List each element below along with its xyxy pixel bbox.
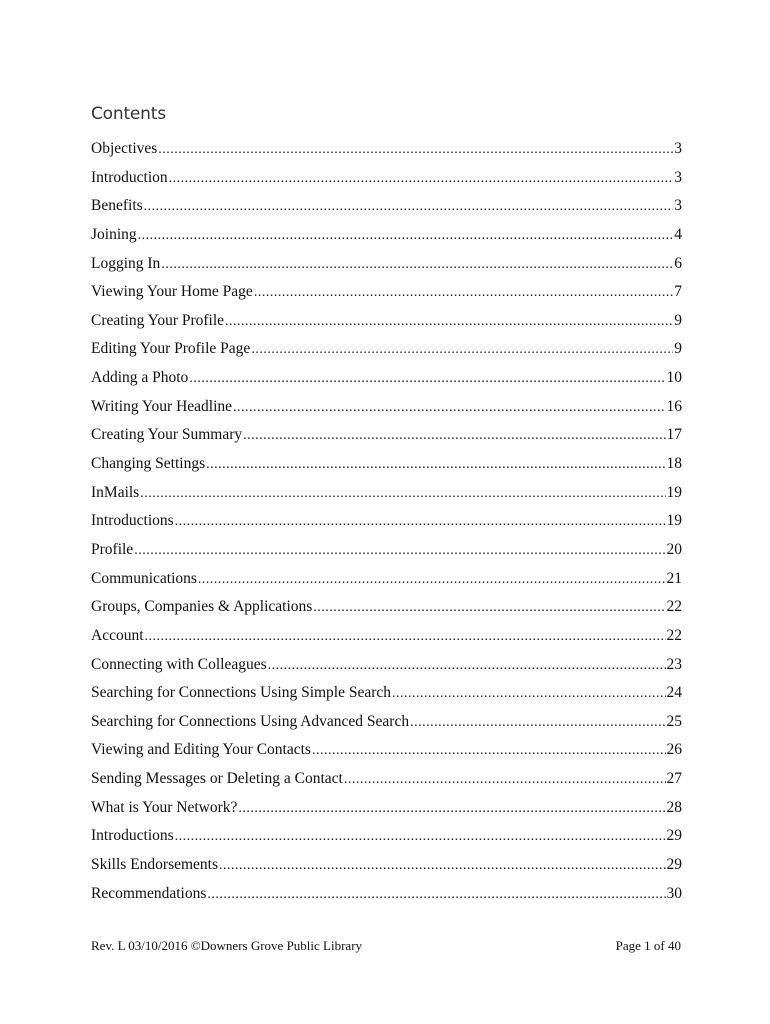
toc-entry	[91, 769, 682, 798]
table-of-contents	[91, 139, 682, 912]
toc-entry	[91, 225, 682, 254]
toc-entry-title: Adding a Photo	[91, 369, 189, 387]
toc-entry-title: Creating Your Summary	[91, 426, 243, 444]
toc-entry-page-number: 9	[674, 311, 682, 329]
toc-entry	[91, 483, 682, 512]
toc-entry-title: Logging In	[91, 254, 161, 272]
toc-dot-leader	[169, 169, 674, 189]
toc-entry-page-number: 4	[674, 225, 682, 243]
toc-entry-page-number: 17	[666, 426, 682, 444]
toc-entry-page-number: 22	[666, 598, 682, 616]
toc-dot-leader	[344, 770, 666, 790]
toc-dot-leader	[225, 312, 673, 332]
toc-entry	[91, 454, 682, 483]
toc-entry-title: Skills Endorsements	[91, 856, 219, 874]
toc-dot-leader	[175, 512, 666, 532]
toc-dot-leader	[198, 570, 666, 590]
toc-entry	[91, 798, 682, 827]
toc-entry	[91, 139, 682, 168]
toc-entry-title: Searching for Connections Using Advanced Search	[91, 712, 410, 730]
footer-revision-text: Rev. L 03/10/2016 ©Downers Grove Public Library	[91, 938, 363, 953]
toc-dot-leader	[312, 741, 666, 761]
toc-entry-page-number: 3	[674, 168, 682, 186]
toc-entry	[91, 368, 682, 397]
toc-entry-title: Joining	[91, 225, 137, 243]
toc-entry-page-number: 3	[674, 140, 682, 157]
toc-entry-title: Introductions	[91, 827, 174, 845]
toc-entry-title: Searching for Connections Using Simple Search	[91, 684, 392, 702]
toc-entry-page-number: 29	[666, 856, 682, 874]
toc-dot-leader	[243, 426, 665, 446]
toc-entry-page-number: 3	[674, 197, 682, 215]
toc-entry-page-number: 29	[666, 827, 682, 845]
toc-dot-leader	[254, 283, 673, 303]
toc-dot-leader	[161, 255, 673, 275]
footer-page-number: Page 1 of 40	[615, 938, 681, 953]
toc-entry-page-number: 22	[666, 626, 682, 644]
toc-entry-page-number: 16	[666, 397, 682, 415]
toc-dot-leader	[238, 799, 665, 819]
toc-entry	[91, 626, 682, 655]
toc-entry	[91, 425, 682, 454]
toc-entry	[91, 655, 682, 684]
toc-entry-page-number: 25	[666, 712, 682, 730]
toc-dot-leader	[251, 340, 673, 360]
toc-entry-page-number: 23	[666, 655, 682, 673]
toc-dot-leader	[392, 684, 665, 704]
toc-entry-title: Recommendations	[91, 884, 207, 902]
toc-entry-title: Writing Your Headline	[91, 397, 233, 415]
toc-entry-title: Groups, Companies & Applications	[91, 598, 313, 616]
toc-entry	[91, 683, 682, 712]
toc-entry	[91, 282, 682, 311]
toc-entry-page-number: 21	[666, 569, 682, 587]
toc-entry	[91, 712, 682, 741]
toc-dot-leader	[140, 484, 665, 504]
toc-entry-title: Changing Settings	[91, 455, 206, 473]
toc-dot-leader	[158, 140, 673, 160]
toc-entry-page-number: 20	[666, 540, 682, 558]
toc-entry-page-number: 24	[666, 684, 682, 702]
toc-entry-title: Creating Your Profile	[91, 311, 225, 329]
toc-entry-page-number: 27	[666, 770, 682, 788]
toc-entry-title: Benefits	[91, 197, 143, 215]
toc-entry-title: Viewing Your Home Page	[91, 283, 253, 301]
toc-entry-page-number: 26	[666, 741, 682, 759]
toc-entry-page-number: 6	[674, 254, 682, 272]
toc-dot-leader	[313, 598, 665, 618]
toc-dot-leader	[175, 827, 666, 847]
toc-dot-leader	[268, 656, 666, 676]
toc-entry	[91, 597, 682, 626]
toc-dot-leader	[219, 856, 665, 876]
toc-dot-leader	[189, 369, 665, 389]
toc-entry	[91, 196, 682, 225]
toc-entry-title: What is Your Network?	[91, 798, 238, 816]
toc-entry	[91, 826, 682, 855]
toc-entry-title: Sending Messages or Deleting a Contact	[91, 770, 343, 788]
toc-entry	[91, 511, 682, 540]
toc-entry-title: Profile	[91, 540, 134, 558]
toc-entry-page-number: 19	[666, 483, 682, 501]
toc-entry-title: Communications	[91, 569, 197, 587]
toc-entry-title: InMails	[91, 483, 140, 501]
toc-entry-title: Account	[91, 626, 144, 644]
toc-entry-title: Introduction	[91, 168, 168, 186]
toc-entry	[91, 740, 682, 769]
toc-dot-leader	[138, 226, 674, 246]
toc-dot-leader	[206, 455, 665, 475]
toc-entry	[91, 397, 682, 426]
toc-entry-title: Introductions	[91, 512, 174, 530]
toc-entry	[91, 855, 682, 884]
toc-dot-leader	[233, 398, 665, 418]
toc-entry	[91, 884, 682, 913]
toc-dot-leader	[145, 627, 666, 647]
toc-entry	[91, 339, 682, 368]
toc-entry-page-number: 28	[666, 798, 682, 816]
toc-dot-leader	[410, 713, 665, 733]
toc-entry-page-number: 10	[666, 369, 682, 387]
toc-entry-title: Viewing and Editing Your Contacts	[91, 741, 311, 759]
toc-entry-title: Objectives	[91, 140, 158, 157]
toc-entry-page-number: 9	[674, 340, 682, 358]
toc-entry-page-number: 30	[666, 884, 682, 902]
toc-entry-title: Editing Your Profile Page	[91, 340, 251, 358]
toc-entry	[91, 311, 682, 340]
toc-entry-page-number: 19	[666, 512, 682, 530]
toc-dot-leader	[207, 885, 665, 905]
toc-dot-leader	[134, 541, 665, 561]
toc-entry-title: Connecting with Colleagues	[91, 655, 267, 673]
toc-entry	[91, 168, 682, 197]
toc-entry-page-number: 7	[674, 283, 682, 301]
toc-entry	[91, 569, 682, 598]
toc-entry	[91, 540, 682, 569]
toc-entry	[91, 254, 682, 283]
toc-dot-leader	[144, 197, 674, 217]
toc-entry-page-number: 18	[666, 455, 682, 473]
page-title: Contents	[91, 104, 166, 124]
